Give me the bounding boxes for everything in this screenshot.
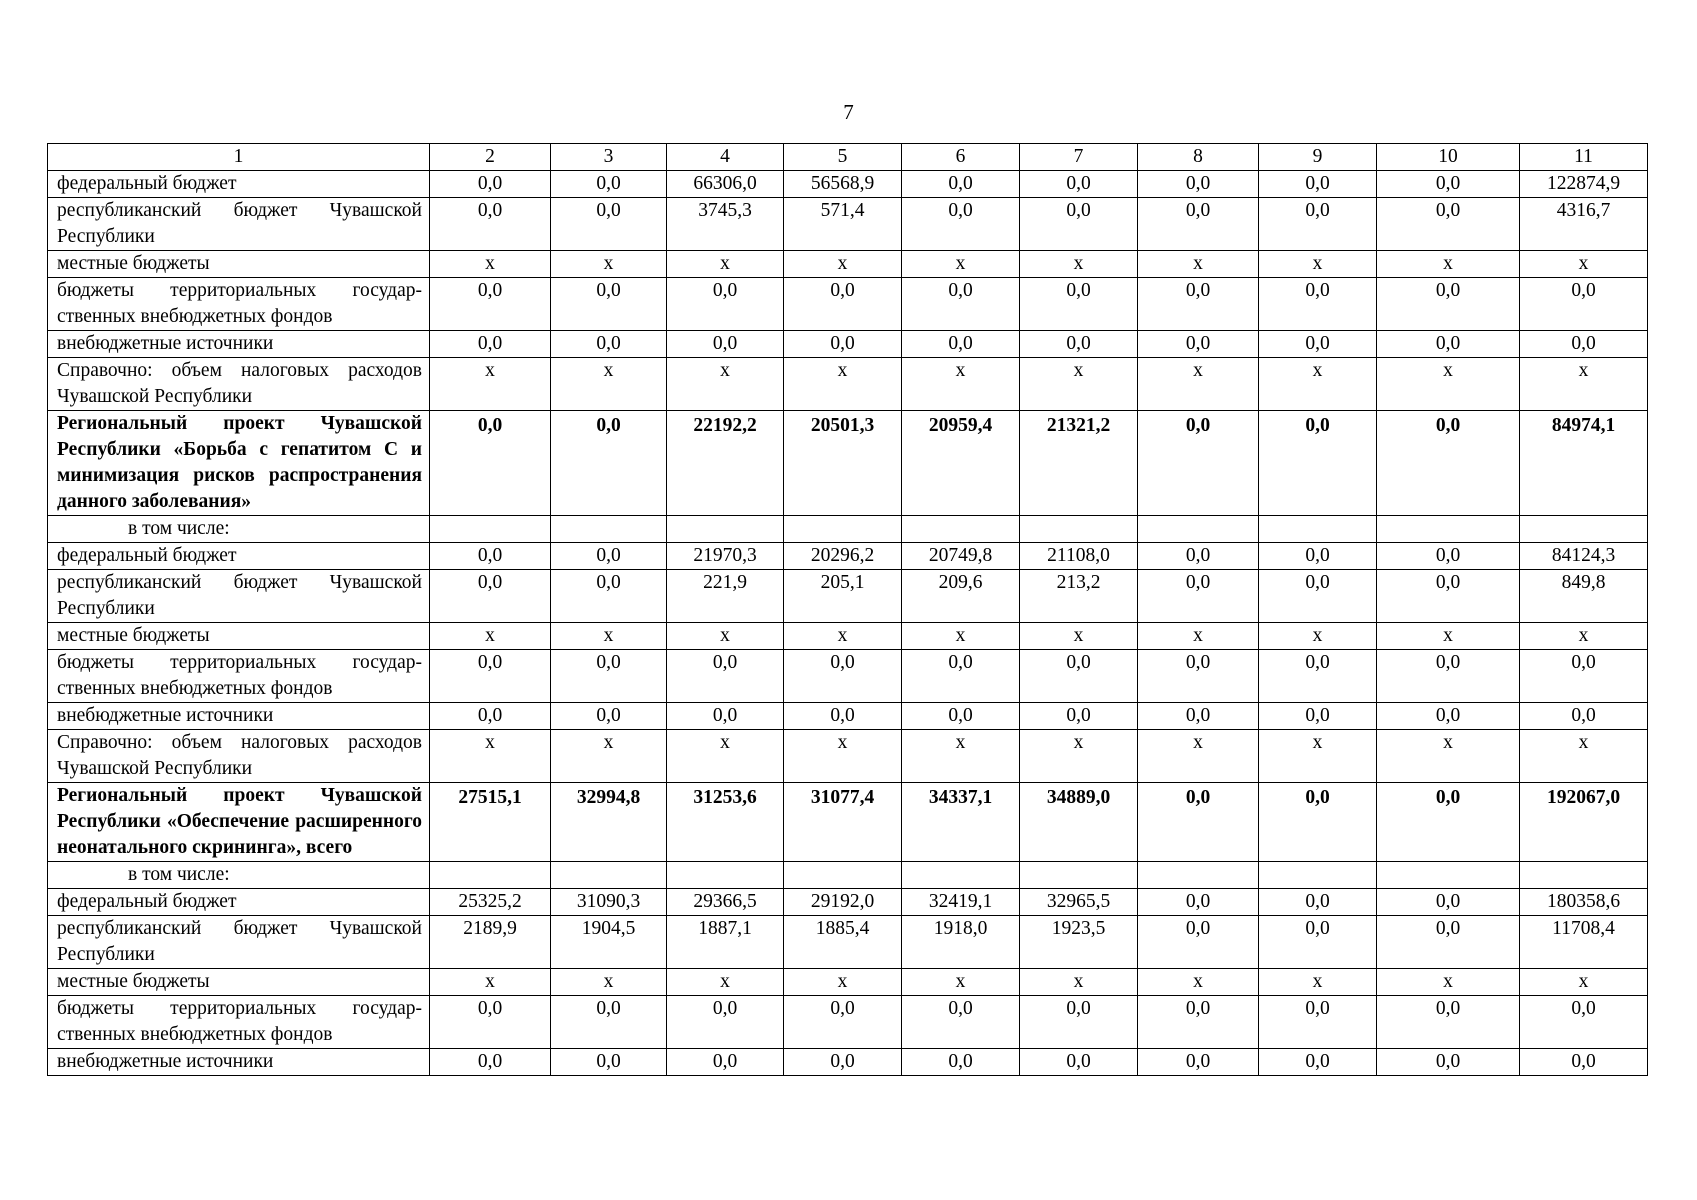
- value-cell: [1020, 862, 1138, 889]
- row-label-cell: Региональный проект Чувашской Республики «Борьба с гепатитом С и минимизация рисков распространения данного заболевания»: [48, 411, 430, 516]
- value-cell: [551, 862, 667, 889]
- value-cell: 0,0: [667, 650, 784, 703]
- value-cell: x: [1520, 623, 1648, 650]
- value-cell: 0,0: [1377, 996, 1520, 1049]
- value-cell: 20959,4: [902, 411, 1020, 516]
- value-cell: [1259, 862, 1377, 889]
- value-cell: 0,0: [1377, 703, 1520, 730]
- value-cell: 0,0: [430, 570, 551, 623]
- value-cell: x: [551, 251, 667, 278]
- value-cell: 0,0: [1138, 703, 1259, 730]
- column-number-cell: 2: [430, 144, 551, 171]
- value-cell: 0,0: [1020, 171, 1138, 198]
- value-cell: 84124,3: [1520, 543, 1648, 570]
- value-cell: x: [1377, 251, 1520, 278]
- value-cell: 0,0: [1259, 889, 1377, 916]
- value-cell: 0,0: [430, 996, 551, 1049]
- value-cell: x: [1259, 251, 1377, 278]
- value-cell: 34337,1: [902, 783, 1020, 862]
- value-cell: x: [902, 358, 1020, 411]
- value-cell: [784, 516, 902, 543]
- value-cell: 221,9: [667, 570, 784, 623]
- table-row: [48, 703, 1648, 730]
- value-cell: 1918,0: [902, 916, 1020, 969]
- value-cell: 0,0: [1020, 198, 1138, 251]
- value-cell: [430, 862, 551, 889]
- subheading-row: [48, 516, 1648, 543]
- row-label-cell: федеральный бюджет: [48, 543, 430, 570]
- value-cell: 1885,4: [784, 916, 902, 969]
- table-row: [48, 650, 1648, 703]
- value-cell: [1259, 516, 1377, 543]
- value-cell: 0,0: [1259, 1049, 1377, 1076]
- value-cell: 0,0: [551, 171, 667, 198]
- value-cell: x: [1377, 623, 1520, 650]
- value-cell: 205,1: [784, 570, 902, 623]
- table-row: [48, 358, 1648, 411]
- value-cell: x: [430, 358, 551, 411]
- row-label-cell: в том числе:: [48, 516, 430, 543]
- table-row: [48, 171, 1648, 198]
- value-cell: 0,0: [902, 198, 1020, 251]
- value-cell: 22192,2: [667, 411, 784, 516]
- page-number: 7: [843, 100, 854, 124]
- value-cell: 0,0: [784, 703, 902, 730]
- value-cell: 0,0: [551, 411, 667, 516]
- row-label-cell: бюджеты территориальных государственных внебюджетных фондов: [48, 650, 430, 703]
- value-cell: x: [902, 251, 1020, 278]
- value-cell: 0,0: [667, 278, 784, 331]
- project-total-row: [48, 783, 1648, 862]
- column-number-cell: 6: [902, 144, 1020, 171]
- value-cell: 1923,5: [1020, 916, 1138, 969]
- row-label-cell: республиканский бюджет Чувашской Республики: [48, 916, 430, 969]
- value-cell: 0,0: [667, 331, 784, 358]
- value-cell: 0,0: [784, 1049, 902, 1076]
- value-cell: 0,0: [1020, 996, 1138, 1049]
- value-cell: 0,0: [902, 278, 1020, 331]
- value-cell: 122874,9: [1520, 171, 1648, 198]
- value-cell: x: [551, 969, 667, 996]
- value-cell: x: [1377, 969, 1520, 996]
- value-cell: 192067,0: [1520, 783, 1648, 862]
- table-row: [48, 198, 1648, 251]
- value-cell: 0,0: [1020, 703, 1138, 730]
- value-cell: 66306,0: [667, 171, 784, 198]
- value-cell: x: [902, 623, 1020, 650]
- value-cell: x: [1259, 969, 1377, 996]
- value-cell: 0,0: [1138, 411, 1259, 516]
- value-cell: [1520, 516, 1648, 543]
- value-cell: 84974,1: [1520, 411, 1648, 516]
- value-cell: 31253,6: [667, 783, 784, 862]
- value-cell: 31077,4: [784, 783, 902, 862]
- value-cell: [1377, 862, 1520, 889]
- column-number-cell: 5: [784, 144, 902, 171]
- value-cell: 0,0: [902, 1049, 1020, 1076]
- value-cell: [667, 862, 784, 889]
- value-cell: 0,0: [1259, 703, 1377, 730]
- value-cell: 0,0: [1377, 278, 1520, 331]
- value-cell: 0,0: [430, 331, 551, 358]
- value-cell: 0,0: [902, 996, 1020, 1049]
- value-cell: x: [1259, 358, 1377, 411]
- value-cell: x: [430, 623, 551, 650]
- value-cell: 0,0: [1259, 198, 1377, 251]
- value-cell: x: [784, 623, 902, 650]
- value-cell: 0,0: [1259, 650, 1377, 703]
- value-cell: x: [1138, 251, 1259, 278]
- value-cell: 0,0: [1138, 570, 1259, 623]
- table-row: [48, 251, 1648, 278]
- value-cell: 0,0: [667, 703, 784, 730]
- value-cell: 29192,0: [784, 889, 902, 916]
- value-cell: x: [551, 358, 667, 411]
- row-label-cell: местные бюджеты: [48, 251, 430, 278]
- value-cell: 180358,6: [1520, 889, 1648, 916]
- value-cell: 0,0: [902, 650, 1020, 703]
- value-cell: x: [902, 730, 1020, 783]
- column-number-cell: 8: [1138, 144, 1259, 171]
- value-cell: x: [1020, 730, 1138, 783]
- value-cell: 56568,9: [784, 171, 902, 198]
- value-cell: 0,0: [1377, 570, 1520, 623]
- value-cell: 0,0: [1377, 650, 1520, 703]
- value-cell: x: [1138, 730, 1259, 783]
- value-cell: 32419,1: [902, 889, 1020, 916]
- value-cell: 0,0: [902, 171, 1020, 198]
- value-cell: 0,0: [1138, 889, 1259, 916]
- value-cell: 0,0: [430, 171, 551, 198]
- value-cell: 0,0: [1020, 1049, 1138, 1076]
- value-cell: 0,0: [430, 543, 551, 570]
- table-row: [48, 969, 1648, 996]
- value-cell: [667, 516, 784, 543]
- value-cell: 27515,1: [430, 783, 551, 862]
- value-cell: 0,0: [430, 411, 551, 516]
- value-cell: x: [1138, 969, 1259, 996]
- table-row: [48, 996, 1648, 1049]
- value-cell: x: [667, 730, 784, 783]
- value-cell: 0,0: [1520, 996, 1648, 1049]
- value-cell: 0,0: [1259, 783, 1377, 862]
- value-cell: x: [1020, 623, 1138, 650]
- value-cell: 0,0: [1138, 278, 1259, 331]
- row-label-cell: Справочно: объем налоговых расходов Чувашской Республики: [48, 730, 430, 783]
- value-cell: 213,2: [1020, 570, 1138, 623]
- value-cell: 4316,7: [1520, 198, 1648, 251]
- value-cell: 32965,5: [1020, 889, 1138, 916]
- value-cell: [1377, 516, 1520, 543]
- value-cell: 0,0: [1377, 171, 1520, 198]
- row-label-cell: Региональный проект Чувашской Республики «Обеспечение расширенного неонатального скрининга», всего: [48, 783, 430, 862]
- value-cell: 0,0: [1020, 331, 1138, 358]
- value-cell: x: [551, 730, 667, 783]
- table-row: [48, 1049, 1648, 1076]
- value-cell: 20296,2: [784, 543, 902, 570]
- value-cell: 34889,0: [1020, 783, 1138, 862]
- value-cell: 21970,3: [667, 543, 784, 570]
- value-cell: 0,0: [1020, 650, 1138, 703]
- value-cell: 0,0: [430, 198, 551, 251]
- value-cell: x: [784, 251, 902, 278]
- value-cell: 0,0: [784, 278, 902, 331]
- value-cell: 0,0: [1520, 278, 1648, 331]
- value-cell: 20501,3: [784, 411, 902, 516]
- value-cell: 11708,4: [1520, 916, 1648, 969]
- value-cell: 0,0: [667, 1049, 784, 1076]
- value-cell: x: [1520, 730, 1648, 783]
- value-cell: x: [1259, 623, 1377, 650]
- value-cell: [1520, 862, 1648, 889]
- value-cell: 0,0: [1138, 916, 1259, 969]
- value-cell: 0,0: [1259, 996, 1377, 1049]
- value-cell: 0,0: [551, 1049, 667, 1076]
- value-cell: 25325,2: [430, 889, 551, 916]
- value-cell: 0,0: [1138, 1049, 1259, 1076]
- value-cell: [551, 516, 667, 543]
- value-cell: 0,0: [1259, 278, 1377, 331]
- column-number-cell: 10: [1377, 144, 1520, 171]
- value-cell: x: [784, 969, 902, 996]
- column-number-cell: 7: [1020, 144, 1138, 171]
- column-number-cell: 3: [551, 144, 667, 171]
- value-cell: 0,0: [1520, 703, 1648, 730]
- value-cell: 0,0: [551, 331, 667, 358]
- row-label-cell: в том числе:: [48, 862, 430, 889]
- column-number-cell: 9: [1259, 144, 1377, 171]
- row-label-cell: бюджеты территориальных государственных внебюджетных фондов: [48, 996, 430, 1049]
- value-cell: x: [902, 969, 1020, 996]
- value-cell: x: [1520, 969, 1648, 996]
- subheading-row: [48, 862, 1648, 889]
- header-row: [48, 144, 1648, 171]
- value-cell: 0,0: [551, 543, 667, 570]
- row-label-cell: федеральный бюджет: [48, 171, 430, 198]
- value-cell: x: [1020, 358, 1138, 411]
- value-cell: x: [1020, 251, 1138, 278]
- value-cell: x: [784, 358, 902, 411]
- value-cell: [902, 516, 1020, 543]
- value-cell: 0,0: [667, 996, 784, 1049]
- value-cell: 0,0: [551, 650, 667, 703]
- value-cell: 0,0: [1138, 996, 1259, 1049]
- row-label-cell: местные бюджеты: [48, 623, 430, 650]
- table-row: [48, 331, 1648, 358]
- value-cell: [1138, 862, 1259, 889]
- value-cell: x: [667, 623, 784, 650]
- value-cell: 0,0: [1138, 650, 1259, 703]
- table-row: [48, 623, 1648, 650]
- value-cell: 0,0: [1138, 171, 1259, 198]
- value-cell: 571,4: [784, 198, 902, 251]
- table-row: [48, 916, 1648, 969]
- value-cell: 1887,1: [667, 916, 784, 969]
- value-cell: 0,0: [430, 703, 551, 730]
- row-label-cell: внебюджетные источники: [48, 703, 430, 730]
- value-cell: 0,0: [1377, 1049, 1520, 1076]
- value-cell: 0,0: [1259, 916, 1377, 969]
- row-label-cell: федеральный бюджет: [48, 889, 430, 916]
- value-cell: 0,0: [1377, 198, 1520, 251]
- table-row: [48, 278, 1648, 331]
- value-cell: [1020, 516, 1138, 543]
- row-label-cell: Справочно: объем налоговых расходов Чувашской Республики: [48, 358, 430, 411]
- value-cell: 849,8: [1520, 570, 1648, 623]
- value-cell: x: [667, 251, 784, 278]
- value-cell: 0,0: [1259, 570, 1377, 623]
- value-cell: 0,0: [1520, 650, 1648, 703]
- value-cell: x: [551, 623, 667, 650]
- value-cell: x: [430, 969, 551, 996]
- value-cell: 0,0: [1377, 916, 1520, 969]
- value-cell: 0,0: [1377, 783, 1520, 862]
- value-cell: x: [430, 251, 551, 278]
- column-number-cell: 4: [667, 144, 784, 171]
- value-cell: 0,0: [1138, 543, 1259, 570]
- value-cell: 0,0: [902, 331, 1020, 358]
- value-cell: 29366,5: [667, 889, 784, 916]
- value-cell: 0,0: [1138, 783, 1259, 862]
- value-cell: 0,0: [1520, 1049, 1648, 1076]
- column-number-cell: 1: [48, 144, 430, 171]
- value-cell: 1904,5: [551, 916, 667, 969]
- value-cell: 0,0: [1520, 331, 1648, 358]
- value-cell: 0,0: [1259, 543, 1377, 570]
- row-label-cell: республиканский бюджет Чувашской Республики: [48, 570, 430, 623]
- value-cell: 0,0: [551, 198, 667, 251]
- value-cell: x: [430, 730, 551, 783]
- table-row: [48, 570, 1648, 623]
- budget-table: [47, 143, 1648, 1076]
- value-cell: 0,0: [1377, 411, 1520, 516]
- value-cell: 0,0: [784, 996, 902, 1049]
- table-row: [48, 889, 1648, 916]
- value-cell: 0,0: [430, 650, 551, 703]
- table-row: [48, 730, 1648, 783]
- value-cell: 20749,8: [902, 543, 1020, 570]
- value-cell: 2189,9: [430, 916, 551, 969]
- value-cell: x: [1259, 730, 1377, 783]
- value-cell: x: [667, 358, 784, 411]
- value-cell: [902, 862, 1020, 889]
- value-cell: 0,0: [902, 703, 1020, 730]
- value-cell: 3745,3: [667, 198, 784, 251]
- value-cell: 0,0: [551, 703, 667, 730]
- value-cell: 0,0: [430, 1049, 551, 1076]
- value-cell: x: [667, 969, 784, 996]
- project-total-row: [48, 411, 1648, 516]
- row-label-cell: местные бюджеты: [48, 969, 430, 996]
- value-cell: 0,0: [784, 331, 902, 358]
- value-cell: 0,0: [430, 278, 551, 331]
- value-cell: 0,0: [1377, 889, 1520, 916]
- value-cell: 0,0: [1138, 198, 1259, 251]
- value-cell: 32994,8: [551, 783, 667, 862]
- column-number-cell: 11: [1520, 144, 1648, 171]
- value-cell: 31090,3: [551, 889, 667, 916]
- value-cell: 0,0: [784, 650, 902, 703]
- value-cell: x: [1520, 251, 1648, 278]
- value-cell: 0,0: [1259, 171, 1377, 198]
- table-row: [48, 543, 1648, 570]
- table-body: [48, 144, 1648, 1076]
- value-cell: x: [1138, 358, 1259, 411]
- value-cell: [784, 862, 902, 889]
- value-cell: 0,0: [1259, 331, 1377, 358]
- row-label-cell: бюджеты территориальных государственных внебюджетных фондов: [48, 278, 430, 331]
- value-cell: 0,0: [551, 570, 667, 623]
- value-cell: 0,0: [1377, 543, 1520, 570]
- value-cell: 209,6: [902, 570, 1020, 623]
- value-cell: 0,0: [551, 278, 667, 331]
- value-cell: 0,0: [1259, 411, 1377, 516]
- row-label-cell: республиканский бюджет Чувашской Республики: [48, 198, 430, 251]
- value-cell: x: [784, 730, 902, 783]
- value-cell: x: [1138, 623, 1259, 650]
- value-cell: 0,0: [1377, 331, 1520, 358]
- value-cell: x: [1020, 969, 1138, 996]
- value-cell: 21321,2: [1020, 411, 1138, 516]
- value-cell: x: [1377, 730, 1520, 783]
- value-cell: 0,0: [1020, 278, 1138, 331]
- value-cell: 21108,0: [1020, 543, 1138, 570]
- value-cell: [1138, 516, 1259, 543]
- row-label-cell: внебюджетные источники: [48, 1049, 430, 1076]
- row-label-cell: внебюджетные источники: [48, 331, 430, 358]
- value-cell: x: [1520, 358, 1648, 411]
- value-cell: 0,0: [1138, 331, 1259, 358]
- value-cell: x: [1377, 358, 1520, 411]
- value-cell: [430, 516, 551, 543]
- value-cell: 0,0: [551, 996, 667, 1049]
